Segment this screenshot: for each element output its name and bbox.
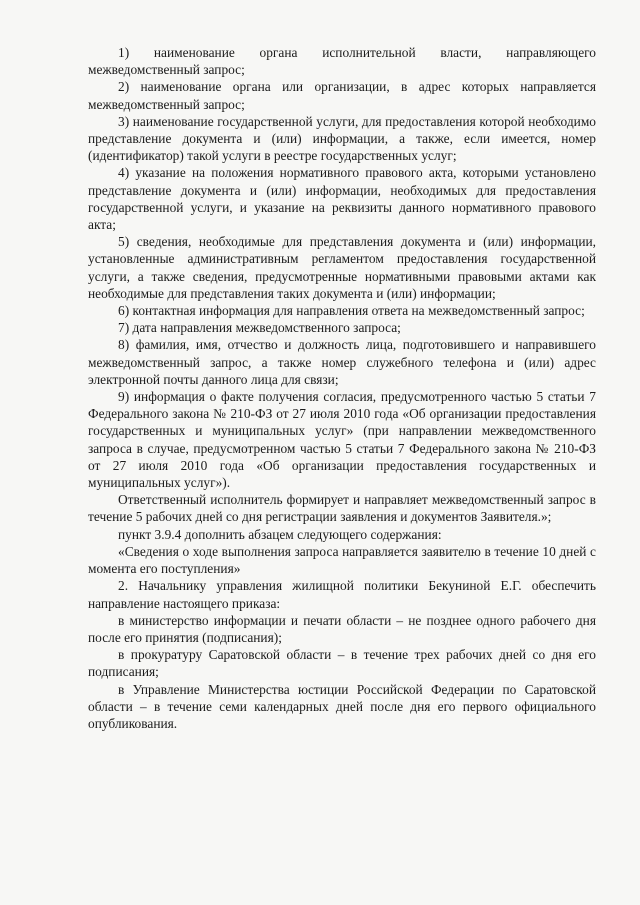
document-body [88,44,596,732]
paragraph-section-2: 2. Начальнику управления жилищной политики Бекуниной Е.Г. обеспечить направление настоящего приказа: [88,578,596,611]
paragraph-prosecutor: в прокуратуру Саратовской области – в течение трех рабочих дней со дня его подписания; [88,647,596,680]
paragraph-ministry: в министерство информации и печати области – не позднее одного рабочего дня после его принятия (подписания); [88,612,596,645]
paragraph-item-5: 5) сведения, необходимые для представления документа и (или) информации, установленные административным регламентом предоставления государственной услуги, а также сведения, предусмотренные нормативными правовыми актами как необходимые для представления таких документа и (или) информации; [88,234,596,301]
paragraph-item-7: 7) дата направления межведомственного запроса; [118,320,401,336]
paragraph-item-9: 9) информация о факте получения согласия, предусмотренного частью 5 статьи 7 Федерального закона № 210-ФЗ от 27 июля 2010 года «Об организации предоставления государственных и муниципальных услуг» (при направлении межведомственного запроса в случае, предусмотренном частью 5 статьи 7 Федерального закона № 210-ФЗ от 27 июля 2010 года «Об организации предоставления государственных и муниципальных услуг»). [88,389,596,491]
paragraph-item-4: 4) указание на положения нормативного правового акта, которыми установлено представление документа и (или) информации, необходимых для предоставления государственной услуги, и указание на реквизиты данного нормативного правового акта; [88,165,596,233]
paragraph-item-2: 2) наименование органа или организации, в адрес которых направляется межведомственный запрос; [88,79,596,112]
paragraph-item-3: 3) наименование государственной услуги, для предоставления которой необходимо представление документа и (или) информации, а также, если имеется, номер (идентификатор) такой услуги в реестре государственных услуг; [88,113,596,164]
paragraph-clause-3-9-4: пункт 3.9.4 дополнить абзацем следующего содержания: [118,526,442,542]
paragraph-responsible-executor: Ответственный исполнитель формирует и направляет межведомственный запрос в течение 5 рабочих дней со дня регистрации заявления и документов Заявителя.»; [88,492,596,525]
paragraph-item-8: 8) фамилия, имя, отчество и должность лица, подготовившего и направившего межведомственный запрос, а также номер служебного телефона и (или) адрес электронной почты данного лица для связи; [88,337,596,387]
paragraph-justice-ministry: в Управление Министерства юстиции Российской Федерации по Саратовской области – в течение семи календарных дней после дня его первого официального опубликования. [88,681,596,731]
paragraph-item-1: 1) наименование органа исполнительной власти, направляющего межведомственный запрос; [88,45,596,78]
paragraph-item-6: 6) контактная информация для направления ответа на межведомственный запрос; [118,303,585,319]
paragraph-clause-quote: «Сведения о ходе выполнения запроса направляется заявителю в течение 10 дней с момента его поступления» [88,543,596,577]
